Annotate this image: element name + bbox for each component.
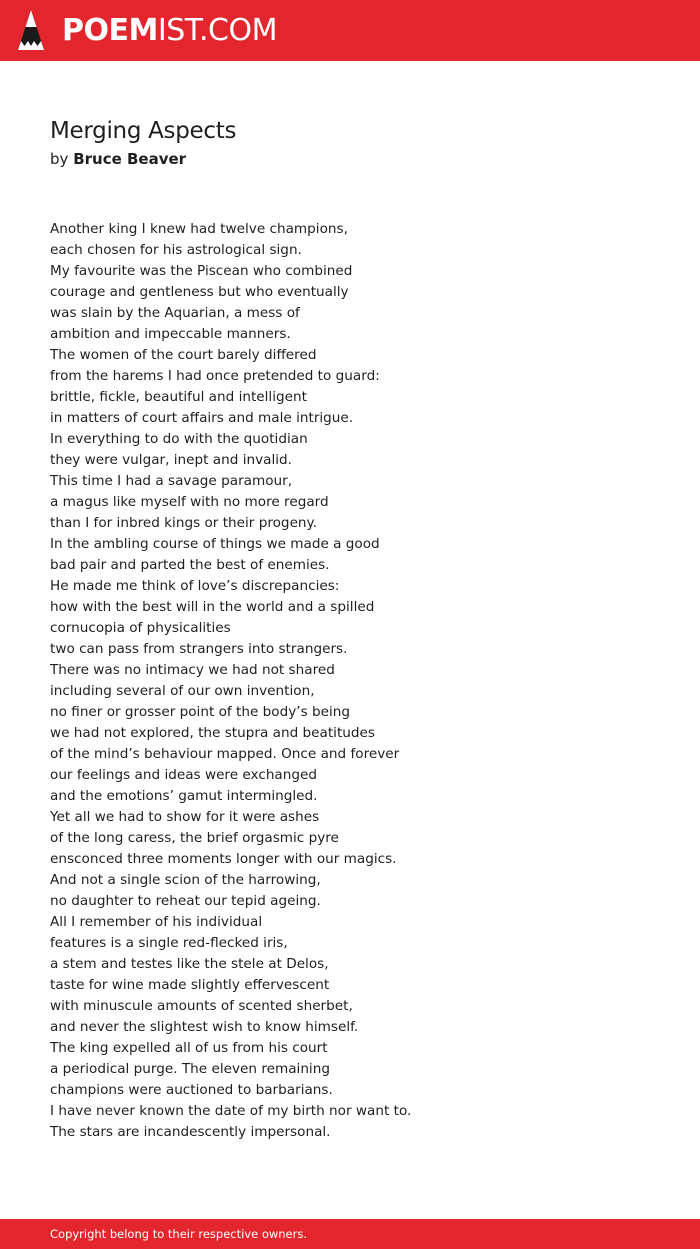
logo-bold-text: POEM	[62, 13, 158, 48]
poem-line: we had not explored, the stupra and beatitudes	[50, 725, 375, 741]
poem-line: our feelings and ideas were exchanged	[50, 767, 317, 783]
poem-line: cornucopia of physicalities	[50, 620, 231, 636]
poem-line: no finer or grosser point of the body’s being	[50, 704, 351, 720]
poem-line: Another king I knew had twelve champions,	[50, 221, 348, 237]
poem-line: each chosen for his astrological sign.	[50, 242, 302, 258]
logo-wordmark	[62, 13, 277, 48]
copyright-notice: Copyright belong to their respective owners.	[50, 1227, 308, 1241]
poem-line: of the mind’s behaviour mapped. Once and forever	[50, 746, 400, 762]
author-name: Bruce Beaver	[73, 150, 187, 168]
poem-line: than I for inbred kings or their progeny.	[50, 515, 317, 531]
poem-line: courage and gentleness but who eventually	[50, 284, 349, 300]
poem-line: The king expelled all of us from his court	[50, 1040, 328, 1056]
poem-line: Yet all we had to show for it were ashes	[50, 809, 320, 825]
poem-line: The stars are incandescently impersonal.	[50, 1124, 331, 1140]
poem-line: in matters of court affairs and male intrigue.	[50, 410, 354, 426]
poem-line: of the long caress, the brief orgasmic pyre	[50, 830, 339, 846]
site-footer	[0, 1219, 700, 1249]
poem-line: ensconced three moments longer with our magics.	[50, 851, 397, 867]
poem-line: bad pair and parted the best of enemies.	[50, 557, 330, 573]
poem-line: champions were auctioned to barbarians.	[50, 1082, 333, 1098]
site-header	[0, 0, 700, 61]
poem-line: ambition and impeccable manners.	[50, 326, 291, 342]
poem-line: how with the best will in the world and a spilled	[50, 599, 375, 615]
poem-line: no daughter to reheat our tepid ageing.	[50, 893, 321, 909]
site-logo[interactable]	[18, 10, 277, 50]
poem-line: a stem and testes like the stele at Delos,	[50, 956, 329, 972]
poem-line: a magus like myself with no more regard	[50, 494, 329, 510]
poem-line: features is a single red-flecked iris,	[50, 935, 288, 951]
poem-heading	[50, 117, 236, 169]
poem-line: brittle, fickle, beautiful and intelligent	[50, 389, 307, 405]
poem-body	[50, 219, 650, 1143]
poem-line: In the ambling course of things we made a good	[50, 536, 380, 552]
poem-line: including several of our own invention,	[50, 683, 315, 699]
logo-light-text: IST.COM	[157, 13, 277, 48]
poem-line: a periodical purge. The eleven remaining	[50, 1061, 330, 1077]
by-label: by	[50, 150, 69, 168]
poem-title: Merging Aspects	[50, 118, 237, 144]
poem-line: The women of the court barely differed	[50, 347, 317, 363]
poem-line: In everything to do with the quotidian	[50, 431, 308, 447]
poem-line: My favourite was the Piscean who combined	[50, 263, 353, 279]
poem-line: two can pass from strangers into strangers.	[50, 641, 348, 657]
poem-line: I have never known the date of my birth nor want to.	[50, 1103, 412, 1119]
poem-line: from the harems I had once pretended to guard:	[50, 368, 380, 384]
poem-line: was slain by the Aquarian, a mess of	[50, 305, 300, 321]
poem-line: There was no intimacy we had not shared	[50, 662, 335, 678]
poem-line: He made me think of love’s discrepancies:	[50, 578, 340, 594]
byline	[50, 149, 236, 169]
poem-line: they were vulgar, inept and invalid.	[50, 452, 292, 468]
poem-line: and the emotions’ gamut intermingled.	[50, 788, 318, 804]
pencil-tip-icon	[18, 10, 44, 50]
poem-line: All I remember of his individual	[50, 914, 263, 930]
poem-line: And not a single scion of the harrowing,	[50, 872, 321, 888]
poem-line: This time I had a savage paramour,	[50, 473, 293, 489]
poem-line: with minuscule amounts of scented sherbet,	[50, 998, 353, 1014]
poem-line: taste for wine made slightly effervescent	[50, 977, 330, 993]
poem-line: and never the slightest wish to know himself.	[50, 1019, 359, 1035]
